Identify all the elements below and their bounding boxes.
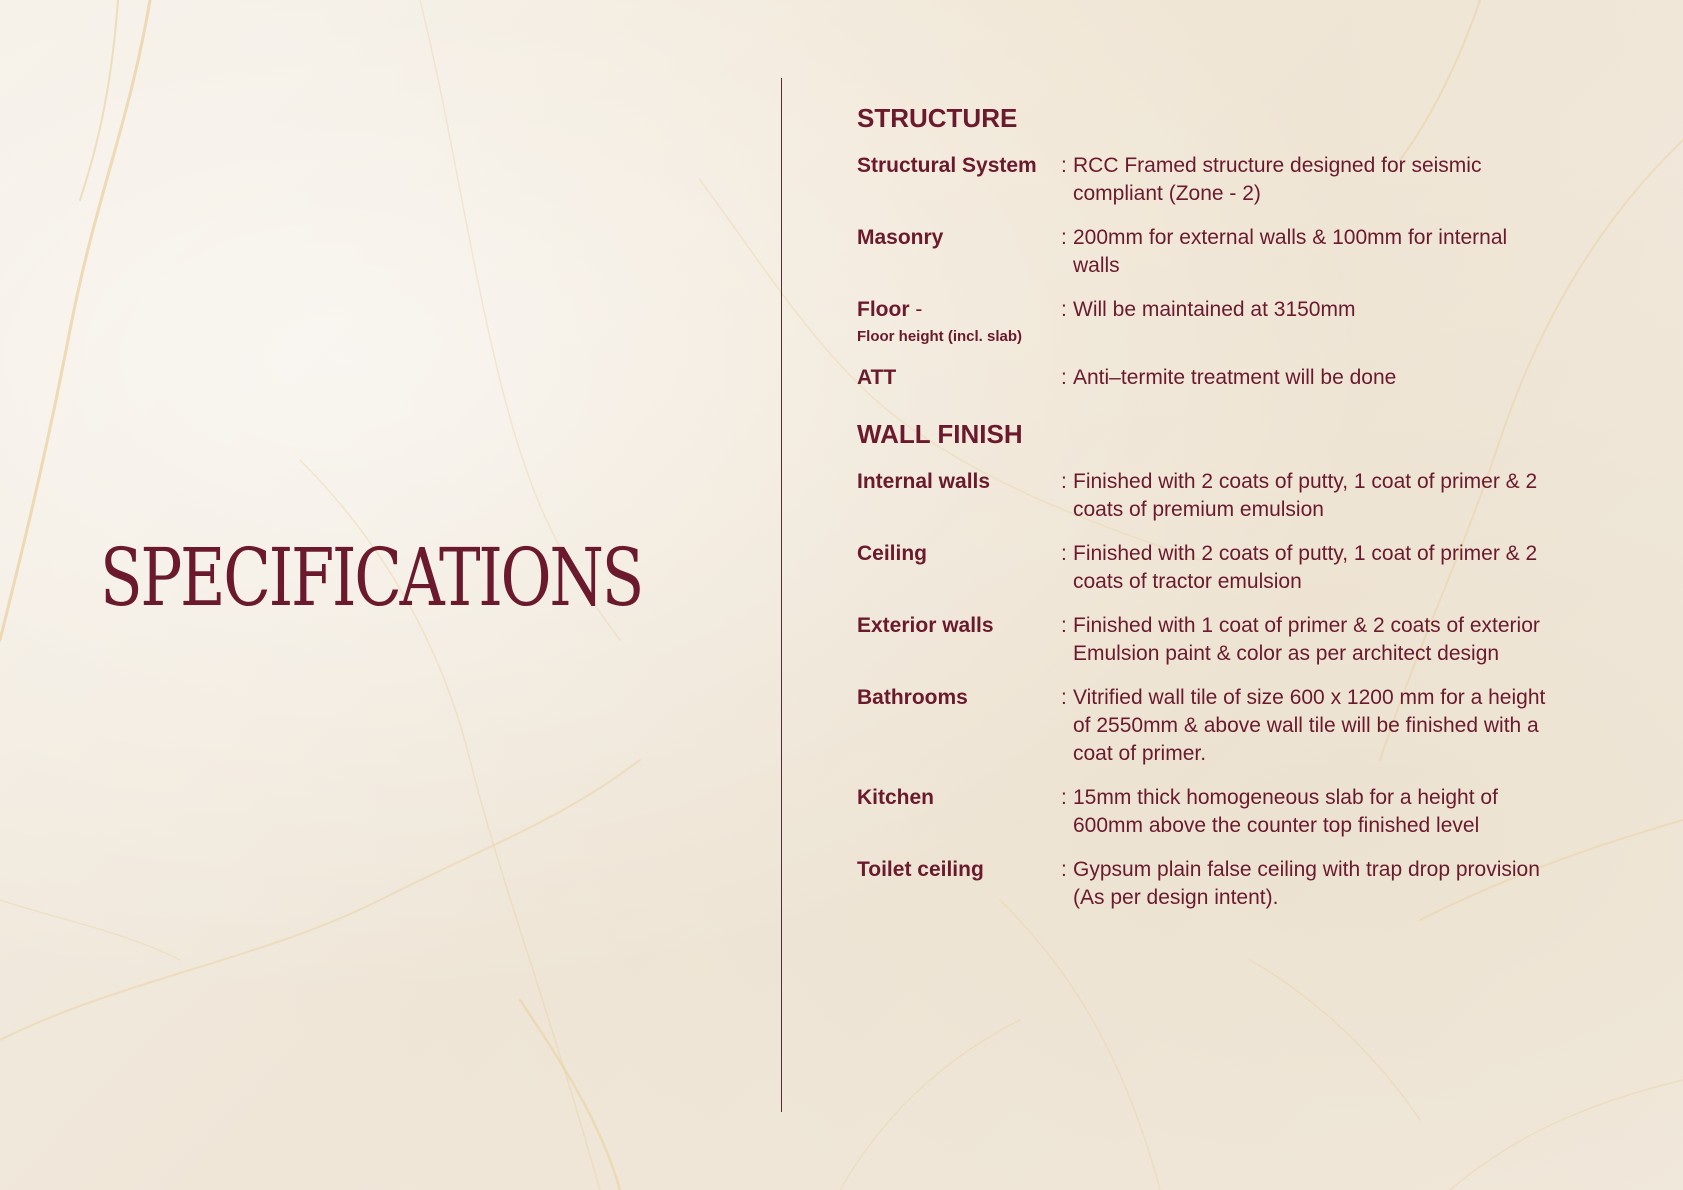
colon-separator: : xyxy=(1061,786,1067,809)
spec-row-kitchen xyxy=(857,784,1557,840)
spec-value-text: 200mm for external walls & 100mm for internal walls xyxy=(1073,226,1508,277)
colon-separator: : xyxy=(1061,542,1067,565)
spec-value-text: Finished with 2 coats of putty, 1 coat of primer & 2 coats of tractor emulsion xyxy=(1073,542,1538,593)
spec-row-toilet-ceiling xyxy=(857,856,1557,912)
colon-separator: : xyxy=(1061,858,1067,881)
specifications-list xyxy=(857,100,1557,928)
spec-value-text: Gypsum plain false ceiling with trap drop provision (As per design intent). xyxy=(1073,858,1540,909)
spec-value-text: Vitrified wall tile of size 600 x 1200 mm for a height of 2550mm & above wall tile will be finished with a coat of primer. xyxy=(1073,686,1546,765)
spec-label: Masonry xyxy=(857,226,944,249)
spec-row-internal-walls xyxy=(857,468,1557,524)
colon-separator: : xyxy=(1061,226,1067,249)
spec-row-ceiling xyxy=(857,540,1557,596)
spec-value-text: Will be maintained at 3150mm xyxy=(1073,298,1356,321)
spec-value xyxy=(1061,468,1557,524)
spec-label: Bathrooms xyxy=(857,686,968,709)
spec-value xyxy=(1061,364,1557,392)
colon-separator: : xyxy=(1061,154,1067,177)
spec-sublabel: Floor height (incl. slab) xyxy=(857,328,1022,345)
spec-value-text: RCC Framed structure designed for seismic compliant (Zone - 2) xyxy=(1073,154,1482,205)
spec-label: Ceiling xyxy=(857,542,928,565)
vertical-divider xyxy=(781,78,782,1112)
spec-row-masonry xyxy=(857,224,1557,280)
spec-value xyxy=(1061,152,1557,208)
spec-row-floor xyxy=(857,296,1557,348)
spec-row-structural-system xyxy=(857,152,1557,208)
section-title: WALL FINISH xyxy=(857,419,1023,449)
spec-value-text: Finished with 2 coats of putty, 1 coat of primer & 2 coats of premium emulsion xyxy=(1073,470,1538,521)
spec-row-exterior-walls xyxy=(857,612,1557,668)
spec-value-text: 15mm thick homogeneous slab for a height of 600mm above the counter top finished level xyxy=(1073,786,1498,837)
spec-label: Structural System xyxy=(857,154,1037,177)
section-wall-finish xyxy=(857,416,1557,912)
spec-label: ATT xyxy=(857,366,897,389)
spec-value-text: Anti–termite treatment will be done xyxy=(1073,366,1397,389)
spec-label-suffix: - xyxy=(915,298,923,321)
spec-label: Internal walls xyxy=(857,470,991,493)
spec-value xyxy=(1061,612,1557,668)
page-title: SPECIFICATIONS xyxy=(100,531,643,624)
colon-separator: : xyxy=(1061,366,1067,389)
section-title: STRUCTURE xyxy=(857,103,1018,133)
section-structure xyxy=(857,100,1557,392)
spec-row-att xyxy=(857,364,1557,392)
colon-separator: : xyxy=(1061,298,1067,321)
spec-row-bathrooms xyxy=(857,684,1557,768)
spec-value xyxy=(1061,224,1557,280)
spec-value xyxy=(1061,296,1557,348)
spec-value xyxy=(1061,856,1557,912)
spec-label: Exterior walls xyxy=(857,614,994,637)
spec-label-group xyxy=(857,296,1061,348)
spec-label: Kitchen xyxy=(857,786,935,809)
spec-value xyxy=(1061,784,1557,840)
spec-value xyxy=(1061,684,1557,768)
spec-value-text: Finished with 1 coat of primer & 2 coats of exterior Emulsion paint & color as per architect design xyxy=(1073,614,1540,665)
spec-value xyxy=(1061,540,1557,596)
spec-label: Floor xyxy=(857,298,910,321)
spec-label: Toilet ceiling xyxy=(857,858,984,881)
colon-separator: : xyxy=(1061,614,1067,637)
colon-separator: : xyxy=(1061,470,1067,493)
colon-separator: : xyxy=(1061,686,1067,709)
